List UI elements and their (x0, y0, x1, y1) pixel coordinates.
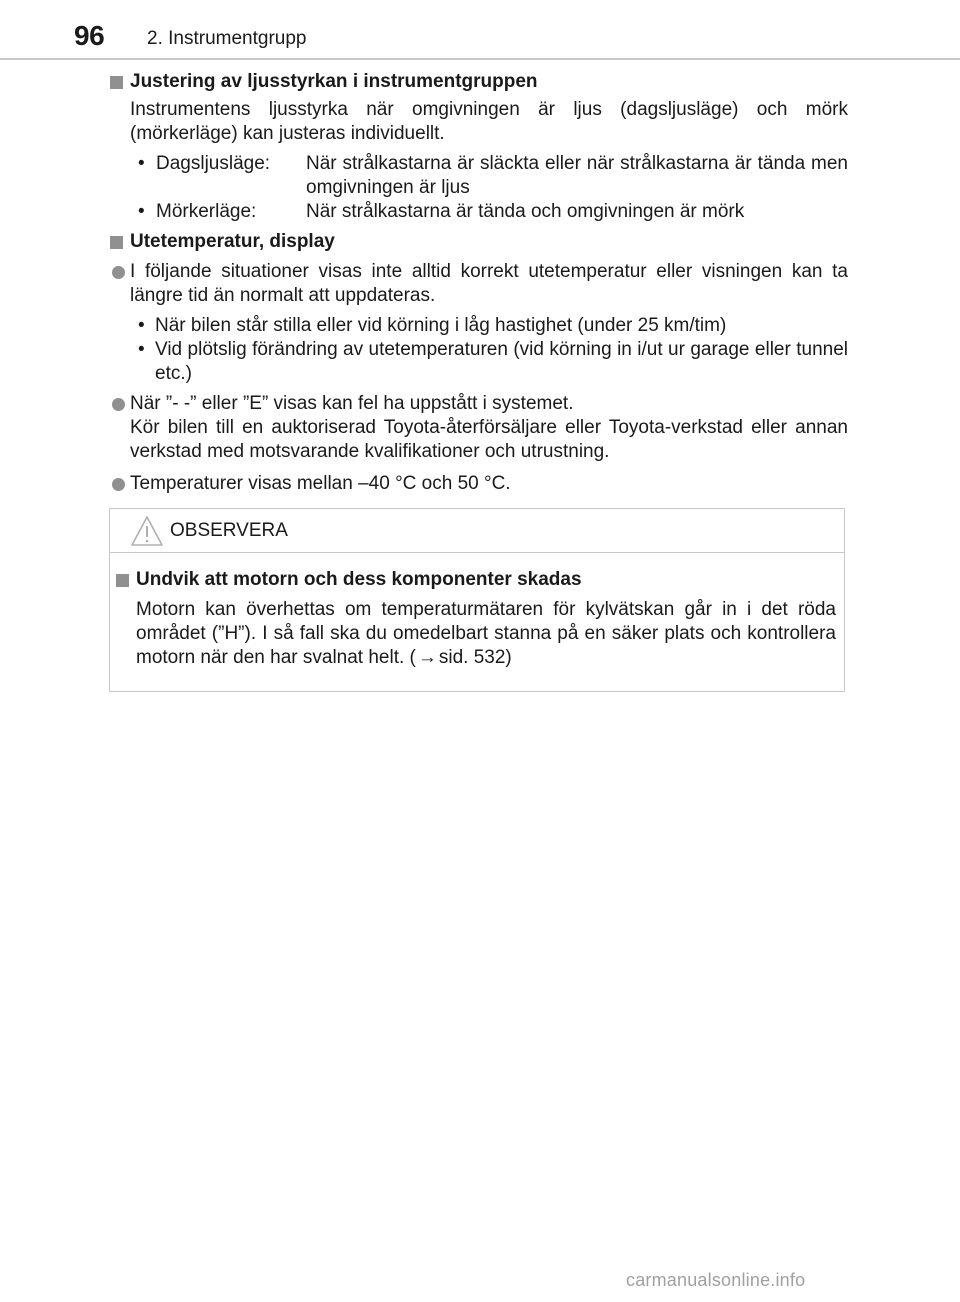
circle-bullet-icon (112, 398, 125, 411)
sub-list-item (110, 314, 848, 338)
list-item (138, 152, 848, 200)
notice-heading (116, 568, 836, 592)
section-heading-brightness (110, 70, 848, 94)
mode-definition: När strålkastarna är tända och omgivningen är mörk (306, 201, 745, 222)
notice-header (110, 509, 844, 553)
circle-bullet-icon (112, 266, 125, 279)
page-header (0, 0, 960, 60)
mode-definition: När strålkastarna är släckta eller när strålkastarna är tända men omgivningen är ljus (306, 153, 848, 198)
main-content (110, 70, 848, 496)
notice-body (116, 568, 836, 670)
sub-item-text: Vid plötslig förändring av utetemperaturen (vid körning in i/ut ur garage eller tunnel etc.) (155, 339, 848, 384)
arrow-right-icon: → (417, 647, 437, 668)
bullet-dot: • (138, 339, 145, 360)
warning-triangle-icon (130, 515, 164, 547)
square-bullet-icon (116, 574, 129, 587)
notice-label: OBSERVERA (170, 520, 288, 541)
list-item (110, 472, 848, 496)
list-item (110, 260, 848, 308)
point-text: Temperaturer visas mellan –40 °C och 50 °C. (130, 473, 511, 494)
notice-body-text: Motorn kan överhettas om temperaturmätaren för kylvätskan går in i det röda området (”H”). I så fall ska du omedelbart stanna på en säker plats och kontrollera motorn när den har svalnat helt. ( (136, 599, 836, 668)
square-bullet-icon (110, 76, 123, 89)
section-title: Justering av ljusstyrkan i instrumentgruppen (130, 71, 538, 92)
section-intro: Instrumentens ljusstyrka när omgivningen är ljus (dagsljusläge) och mörk (mörkerläge) kan justeras individuellt. (130, 99, 848, 144)
mode-list (110, 152, 848, 224)
point-text: I följande situationer visas inte alltid korrekt utetemperatur eller visningen kan ta längre tid än normalt att uppdateras. (130, 261, 848, 306)
section-heading-temperature (110, 230, 848, 254)
page-number: 96 (74, 20, 105, 51)
header-rule (0, 58, 960, 60)
square-bullet-icon (110, 236, 123, 249)
list-item (110, 392, 848, 464)
sub-list-item (110, 338, 848, 386)
circle-bullet-icon (112, 478, 125, 491)
page-reference-link[interactable]: sid. 532) (438, 647, 512, 668)
bullet-dot: • (138, 153, 145, 174)
mode-term: Dagsljusläge: (156, 153, 271, 174)
notice-heading-text: Undvik att motorn och dess komponenter skadas (136, 569, 582, 590)
sub-item-text: När bilen står stilla eller vid körning i låg hastighet (under 25 km/tim) (155, 315, 727, 336)
watermark: carmanualsonline.info (626, 1270, 806, 1290)
notice-box (109, 508, 845, 692)
mode-term: Mörkerläge: (156, 201, 257, 222)
bullet-dot: • (138, 201, 145, 222)
chapter-title: 2. Instrumentgrupp (147, 28, 307, 49)
section-title: Utetemperatur, display (130, 231, 335, 252)
point-text: Kör bilen till en auktoriserad Toyota-återförsäljare eller Toyota-verkstad eller annan verkstad med motsvarande kvalifikationer och utrustning. (130, 417, 848, 462)
point-text: När ”- -” eller ”E” visas kan fel ha uppstått i systemet. (130, 393, 574, 414)
bullet-dot: • (138, 315, 145, 336)
list-item (138, 200, 848, 224)
notice-text (116, 598, 836, 670)
